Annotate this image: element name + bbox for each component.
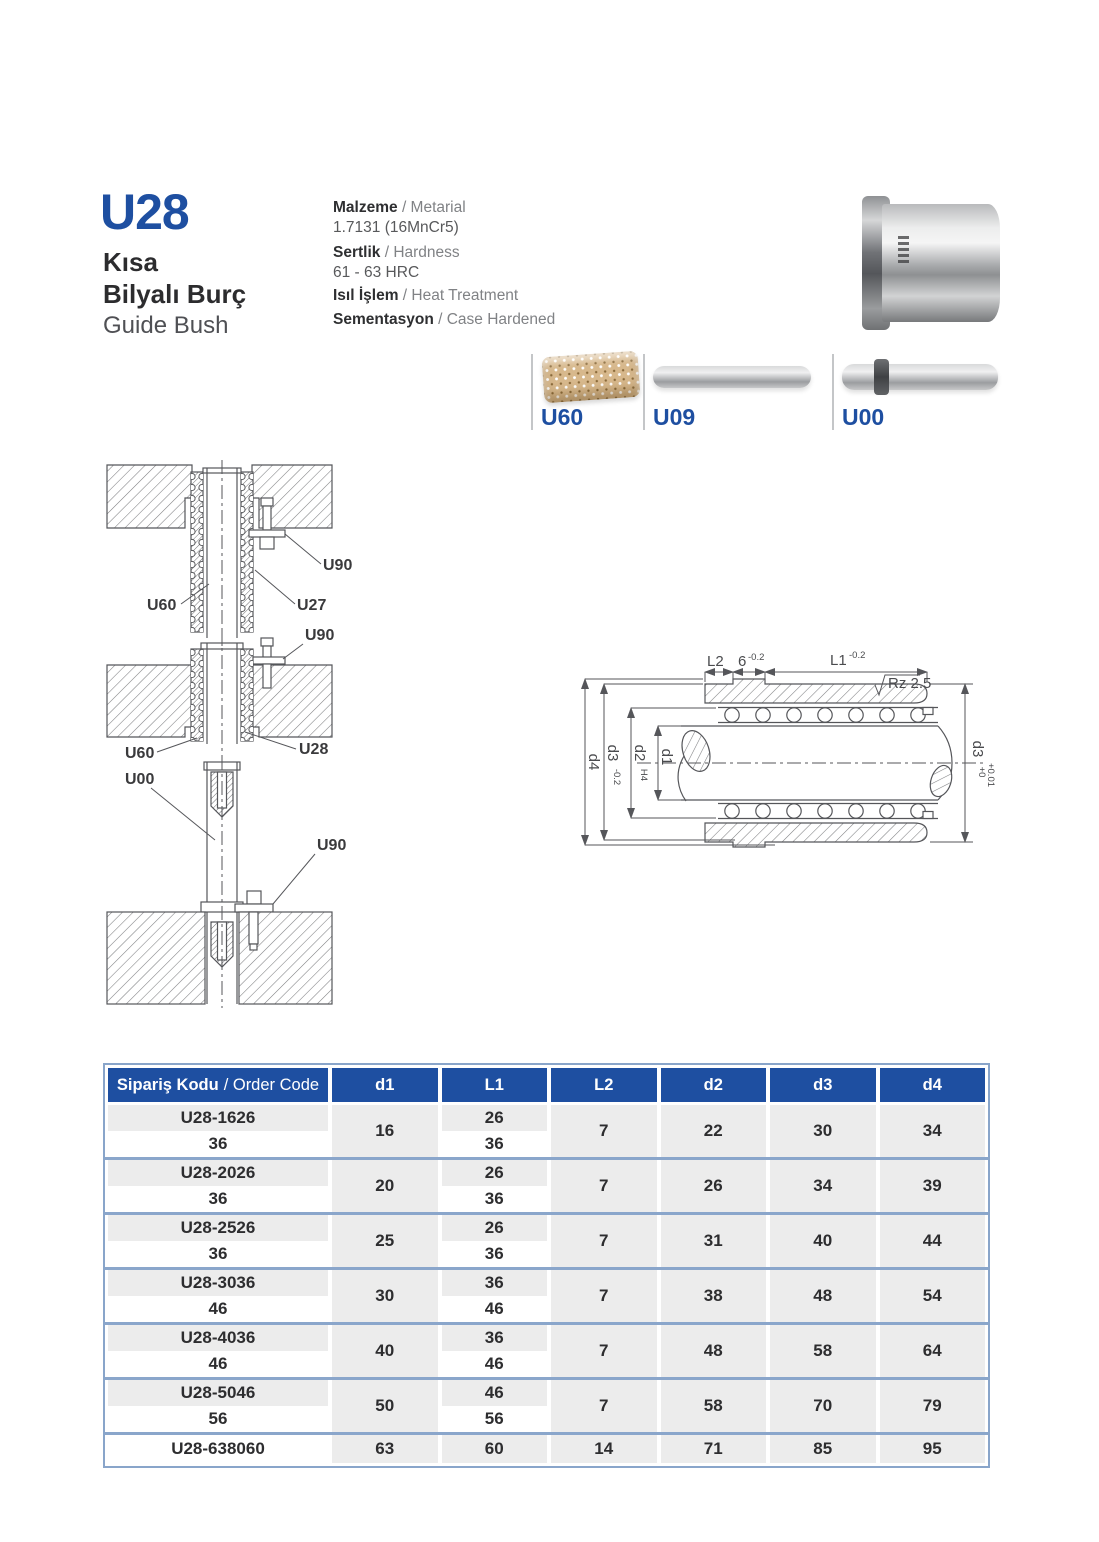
L2-cell: 7 (551, 1160, 657, 1212)
d1-cell: 30 (332, 1270, 438, 1322)
clamp-bolt-lower (263, 664, 271, 688)
order-code-variant-cell: 36 (208, 1244, 228, 1263)
L1-variant-cell: 46 (484, 1299, 504, 1318)
ball-cage-right (241, 649, 253, 741)
clamp-bolt-tip (250, 944, 257, 950)
dim-d3-right-tol-upper: +0 (976, 766, 987, 778)
L1-cell: 46 (442, 1380, 548, 1406)
balls-top (725, 708, 933, 723)
order-code-cell: U28-3036 (108, 1270, 328, 1296)
callout-u90-top: U90 (323, 557, 353, 574)
callout-u90-bottom: U90 (317, 837, 347, 854)
spec-material (333, 199, 466, 237)
ball-cage-left (191, 649, 203, 741)
d1-cell: 25 (332, 1215, 438, 1267)
table-row-group (108, 1160, 985, 1212)
order-code-variant-cell: 56 (208, 1409, 228, 1428)
photo-engraving (898, 236, 909, 264)
page-title: U28 (100, 184, 189, 240)
header-order-code (108, 1068, 328, 1102)
clamp-bolt-shaft (249, 912, 258, 944)
order-code-cell: U28-2526 (108, 1215, 328, 1241)
clamp-bolt-shaft (263, 646, 271, 658)
assembly-middle (107, 638, 332, 744)
d3-cell: 58 (770, 1325, 876, 1377)
ball-cage-right (241, 472, 253, 632)
dim-L1: L1 (830, 652, 847, 669)
dim-6-tolerance: -0.2 (748, 652, 765, 663)
order-code-variant-cell: 36 (208, 1189, 228, 1208)
table-row-group (108, 1380, 985, 1432)
table-row-group (108, 1105, 985, 1157)
assembly-bottom (107, 762, 332, 1004)
d4-cell: 64 (880, 1325, 986, 1377)
L1-variant-cell: 36 (484, 1189, 504, 1208)
header-L1: L1 (442, 1068, 548, 1102)
title-turkish-line1: Kısa (103, 247, 158, 277)
order-code-variant-cell: 36 (208, 1134, 228, 1153)
spec-hardness-value: 61 - 63 HRC (333, 264, 420, 281)
callout-u60-mid: U60 (125, 745, 155, 762)
d3-cell: 34 (770, 1160, 876, 1212)
related-product-u09 (643, 352, 829, 434)
clamp-washer (249, 530, 285, 537)
shouldered-pillar-thumbnail (842, 364, 998, 390)
d3-cell: 48 (770, 1270, 876, 1322)
spec-case-hardened-label-tr: Sementasyon (333, 311, 434, 328)
order-code-variant-cell: 46 (208, 1354, 228, 1373)
d1-cell: 20 (332, 1160, 438, 1212)
header-L2: L2 (551, 1068, 657, 1102)
header-d2: d2 (661, 1068, 767, 1102)
related-divider (643, 354, 645, 430)
dim-L1-tolerance: -0.2 (849, 650, 866, 661)
order-code-cell: U28-5046 (108, 1380, 328, 1406)
callout-u27: U27 (297, 597, 327, 614)
table-row-group (108, 1435, 985, 1463)
d2-cell: 31 (661, 1215, 767, 1267)
header-d1: d1 (332, 1068, 438, 1102)
d1-cell: 50 (332, 1380, 438, 1432)
d4-cell: 39 (880, 1160, 986, 1212)
table-row-group (108, 1270, 985, 1322)
spec-case-hardened (333, 311, 555, 329)
dim-d3-right-tol-lower: +0.01 (985, 762, 996, 788)
title-turkish-line2: Bilyalı Burç (103, 279, 247, 309)
L1-variant-cell: 56 (484, 1409, 504, 1428)
d4-cell: 34 (880, 1105, 986, 1157)
L1-variant-cell: 36 (484, 1244, 504, 1263)
L2-cell: 7 (551, 1105, 657, 1157)
d3-cell: 40 (770, 1215, 876, 1267)
d2-cell: 71 (661, 1435, 767, 1463)
order-code-variant-cell: 46 (208, 1299, 228, 1318)
dim-L2: L2 (707, 653, 724, 670)
product-photo-guide-bush (856, 186, 1004, 342)
dim-6: 6 (738, 653, 747, 670)
clamp-washer (235, 904, 273, 912)
surface-roughness: Rz 2.5 (888, 675, 932, 692)
d4-cell: 54 (880, 1270, 986, 1322)
callout-u60-top: U60 (147, 597, 177, 614)
spec-material-label-tr: Malzeme (333, 199, 398, 216)
callout-u28: U28 (299, 741, 329, 758)
table-row-group (108, 1215, 985, 1267)
dim-d2: d2 (631, 744, 648, 762)
assembly-drawing (97, 460, 353, 1012)
L2-cell: 7 (551, 1325, 657, 1377)
d2-cell: 26 (661, 1160, 767, 1212)
bottom-plate-left (107, 912, 205, 1004)
mid-plate-left (107, 665, 192, 737)
header-order-code-en: / Order Code (223, 1075, 320, 1094)
dim-d3-left-tolerance: -0.2 (611, 768, 622, 786)
clamp-bolt-shaft (263, 506, 271, 530)
d4-cell: 44 (880, 1215, 986, 1267)
title-english: Guide Bush (103, 312, 229, 339)
shaft-break-right (927, 763, 956, 800)
table-row-group (108, 1325, 985, 1377)
clamp-bolt-head (261, 638, 273, 646)
bush-body-bottom (705, 823, 927, 847)
order-code-cell: U28-4036 (108, 1325, 328, 1351)
L2-cell: 7 (551, 1215, 657, 1267)
L1-variant-cell: 36 (484, 1134, 504, 1153)
related-product-u60 (531, 352, 641, 434)
d2-cell: 22 (661, 1105, 767, 1157)
top-plate-left (107, 465, 192, 528)
ball-cage-left (191, 472, 203, 632)
clamp-bolt-head (247, 891, 261, 904)
header-d3: d3 (770, 1068, 876, 1102)
dimension-drawing (575, 635, 1005, 855)
spec-material-value: 1.7131 (16MnCr5) (333, 219, 459, 236)
related-product-code: U60 (541, 404, 584, 430)
order-code-cell: U28-2026 (108, 1160, 328, 1186)
d1-cell: 63 (332, 1435, 438, 1463)
d2-cell: 38 (661, 1270, 767, 1322)
L1-cell: 36 (442, 1270, 548, 1296)
spec-heat-treatment-label-en: / Heat Treatment (402, 287, 519, 304)
order-code-cell: U28-638060 (171, 1439, 265, 1458)
d4-cell: 95 (880, 1435, 986, 1463)
dim-d3-left: d3 (604, 744, 621, 762)
dim-d2-tolerance: H4 (638, 768, 649, 782)
spec-hardness-label-tr: Sertlik (333, 244, 381, 261)
d2-cell: 48 (661, 1325, 767, 1377)
spec-hardness (333, 244, 460, 282)
ball-cage-thumbnail (542, 351, 641, 404)
L1-cell: 26 (442, 1160, 548, 1186)
d3-cell: 30 (770, 1105, 876, 1157)
related-product-u00 (832, 352, 1004, 434)
dim-d4: d4 (585, 753, 602, 771)
spec-hardness-label-en: / Hardness (384, 244, 460, 261)
spec-material-label-en: / Metarial (401, 199, 466, 216)
dimensions-table (103, 1063, 990, 1468)
L1-cell: 36 (442, 1325, 548, 1351)
related-divider (531, 354, 533, 430)
d3-cell: 70 (770, 1380, 876, 1432)
pillar-collar (874, 359, 889, 395)
header-order-code-tr: Sipariş Kodu (116, 1075, 219, 1094)
L1-cell: 26 (442, 1105, 548, 1131)
d2-cell: 58 (661, 1380, 767, 1432)
related-product-code: U00 (842, 404, 885, 430)
dim-d3-right: d3 (969, 740, 986, 758)
L1-variant-cell: 46 (484, 1354, 504, 1373)
order-code-cell: U28-1626 (108, 1105, 328, 1131)
callout-u90-mid: U90 (305, 627, 335, 644)
d4-cell: 79 (880, 1380, 986, 1432)
shaft-break-left (677, 727, 715, 775)
related-product-code: U09 (653, 404, 696, 430)
d3-cell: 85 (770, 1435, 876, 1463)
L2-cell: 7 (551, 1270, 657, 1322)
dim-d1: d1 (658, 748, 675, 766)
header-d4: d4 (880, 1068, 986, 1102)
d1-cell: 16 (332, 1105, 438, 1157)
L1-cell: 26 (442, 1215, 548, 1241)
L1-cell: 60 (442, 1435, 548, 1463)
L2-cell: 14 (551, 1435, 657, 1463)
d1-cell: 40 (332, 1325, 438, 1377)
spec-heat-treatment-label-tr: Isıl İşlem (333, 287, 399, 304)
related-divider (832, 354, 834, 430)
spec-heat-treatment (333, 287, 518, 305)
clamp-nut (260, 537, 274, 549)
clamp-bolt-head (261, 498, 273, 506)
clamp-washer (249, 657, 285, 664)
balls-bottom (725, 804, 933, 819)
L2-cell: 7 (551, 1380, 657, 1432)
table-header-row (108, 1068, 985, 1102)
pillar-thumbnail (653, 366, 811, 388)
callout-u00: U00 (125, 771, 155, 788)
spec-case-hardened-label-en: / Case Hardened (438, 311, 556, 328)
